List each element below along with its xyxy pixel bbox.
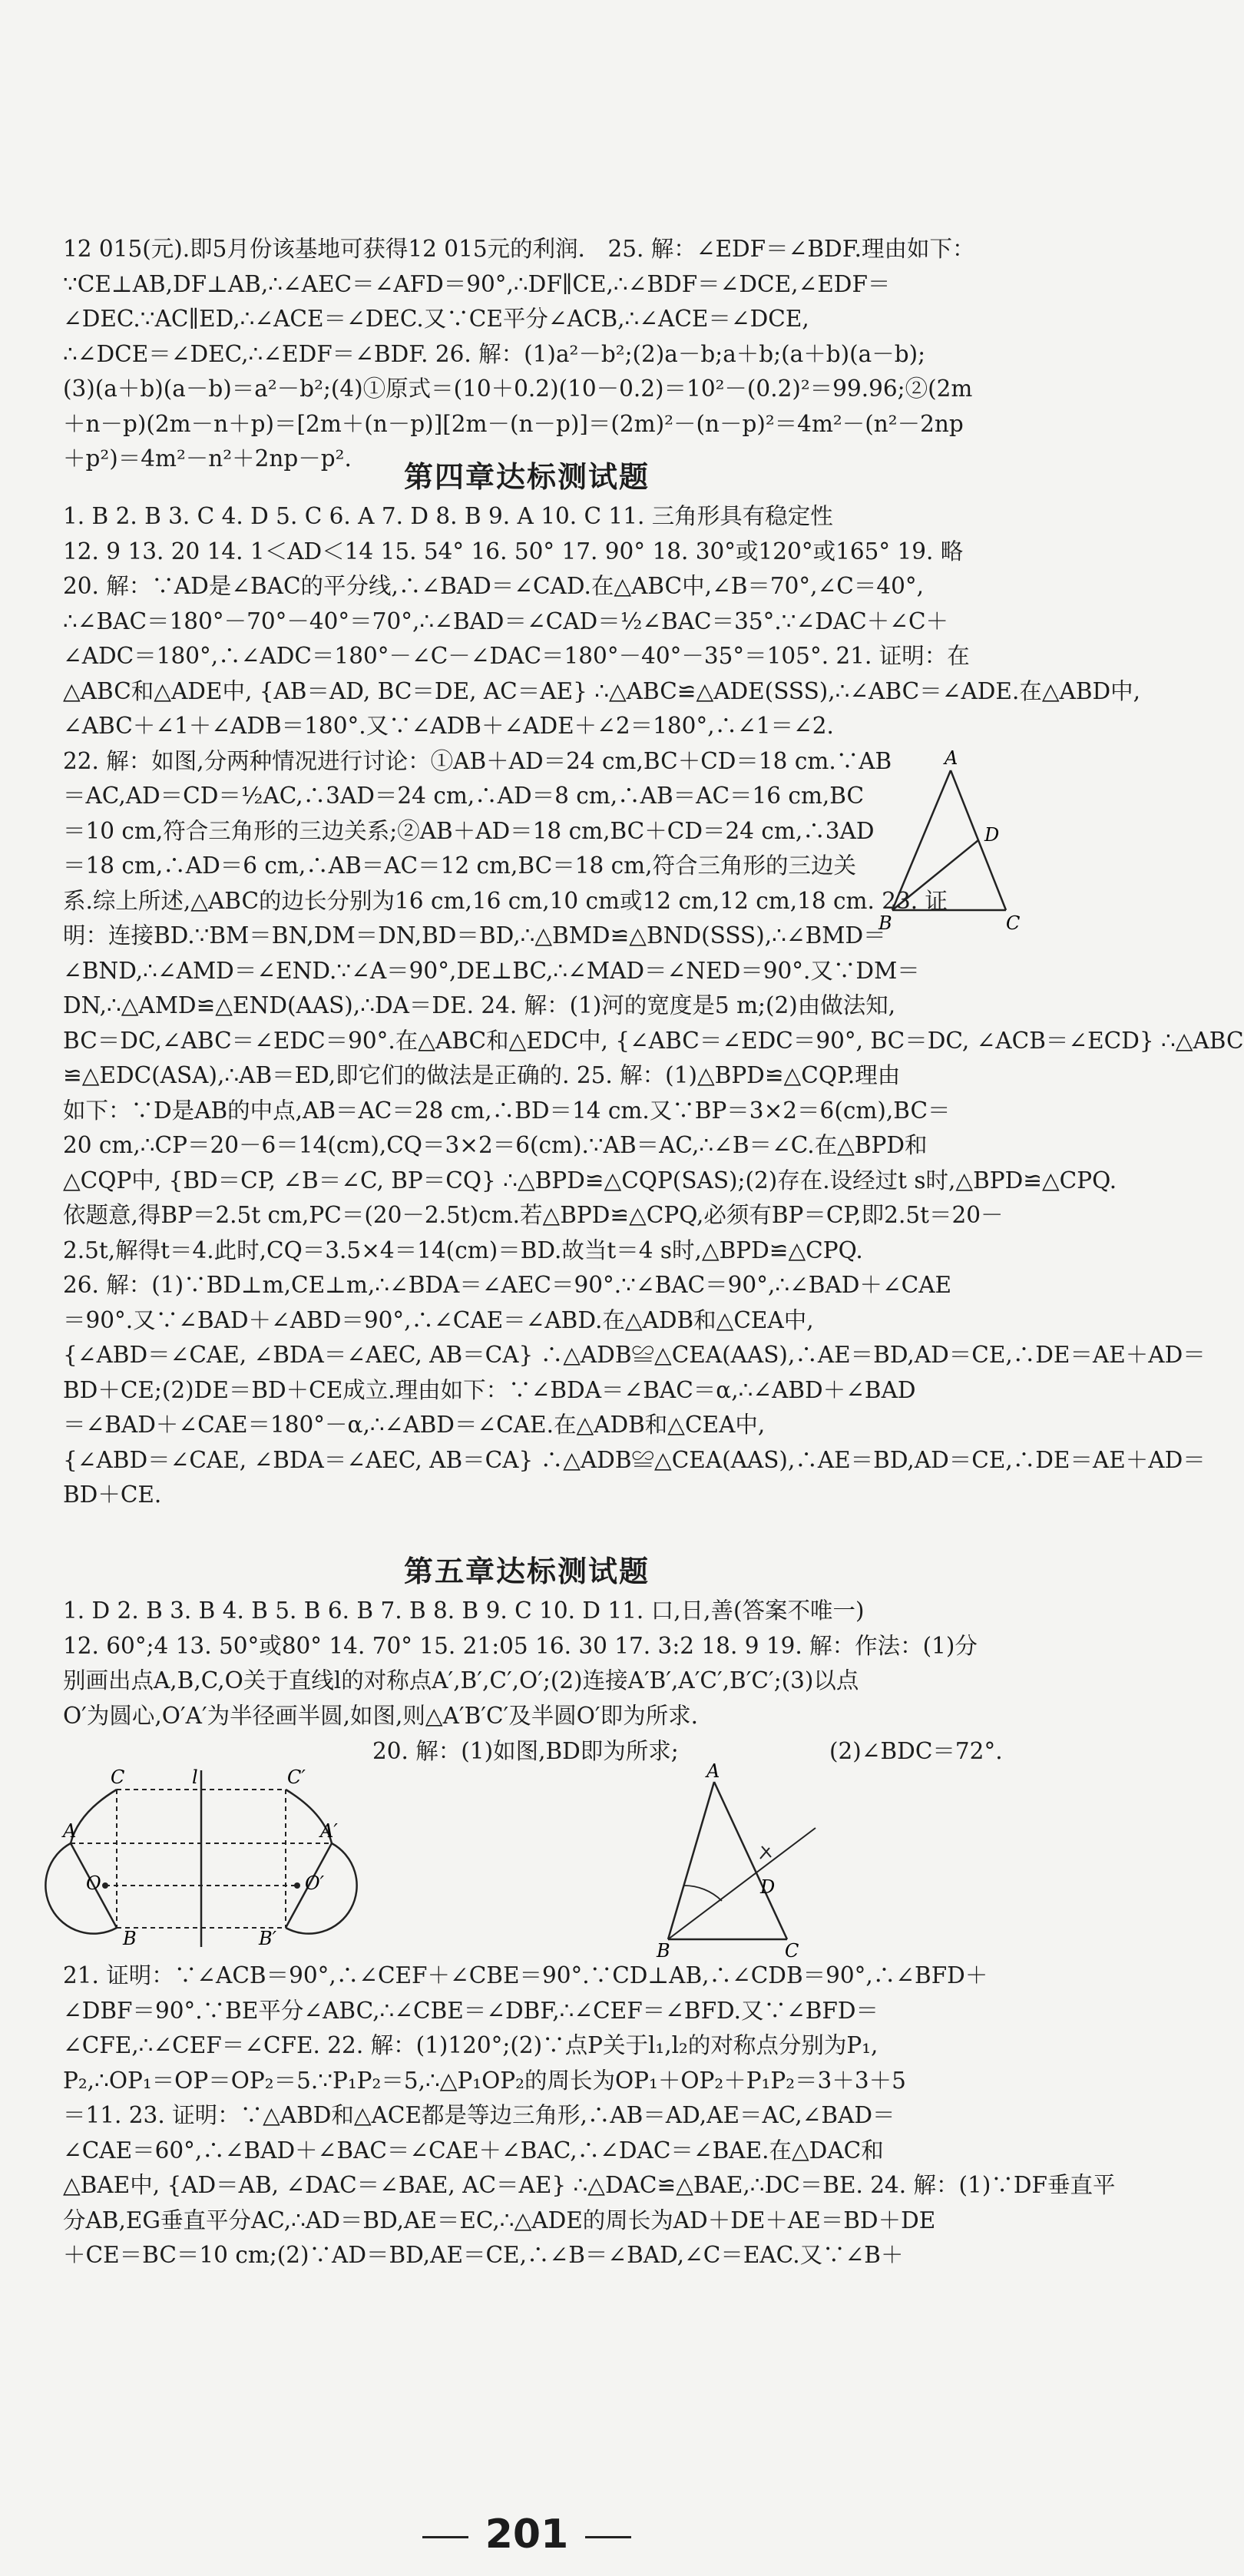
text-line: 1. B 2. B 3. C 4. D 5. C 6. A 7. D 8. B 9. A 10. C 11. 三角形具有稳定性 [63, 503, 833, 529]
text-line: ∴∠BAC＝180°－70°－40°＝70°,∴∠BAD＝∠CAD＝½∠BAC＝35°.∵∠DAC＋∠C＋ [63, 608, 949, 634]
text-line: ＝11. 23. 证明：∵△ABD和△ACE都是等边三角形,∴AB＝AD,AE＝AC,∠BAD＝ [63, 2102, 895, 2128]
text-line: 12. 9 13. 20 14. 1＜AD＜14 15. 54° 16. 50° 17. 90° 18. 30°或120°或165° 19. 略 [63, 538, 964, 565]
text-line: (3)(a＋b)(a－b)＝a²－b²;(4)①原式＝(10＋0.2)(10－0.2)＝10²－(0.2)²＝99.96;②(2m [63, 376, 973, 402]
text-line: 2.5t,解得t＝4.此时,CQ＝3.5×4＝14(cm)＝BD.故当t＝4 s时,△BPD≌△CPQ. [63, 1237, 863, 1263]
text-line: 别画出点A,B,C,O关于直线l的对称点A′,B′,C′,O′;(2)连接A′B′,A′C′,B′C′;(3)以点 [63, 1667, 859, 1694]
text-line: △ABC和△ADE中, {AB＝AD, BC＝DE, AC＝AE} ∴△ABC≌△ADE(SSS),∴∠ABC＝∠ADE.在△ABD中, [63, 677, 1141, 704]
text-line: ∠DEC.∵AC∥ED,∴∠ACE＝∠DEC.又∵CE平分∠ACB,∴∠ACE＝∠DCE, [63, 306, 809, 332]
text-line: ＝AC,AD＝CD＝½AC,∴3AD＝24 cm,∴AD＝8 cm,∴AB＝AC＝16 cm,BC [63, 783, 865, 809]
label-A: A [63, 1820, 77, 1842]
text-line: ＋CE＝BC＝10 cm;(2)∵AD＝BD,AE＝CE,∴∠B＝∠BAD,∠C＝EAC.又∵∠B＋ [63, 2242, 904, 2268]
text-line: △CQP中, {BD＝CP, ∠B＝∠C, BP＝CQ} ∴△BPD≌△CQP(SAS);(2)存在.设经过t s时,△BPD≌△CPQ. [63, 1167, 1117, 1194]
text-line: ∠CFE,∴∠CEF＝∠CFE. 22. 解：(1)120°;(2)∵点P关于l₁,l₂的对称点分别为P₁, [63, 2032, 878, 2058]
text-line: 依题意,得BP＝2.5t cm,PC＝(20－2.5t)cm.若△BPD≌△CPQ,必须有BP＝CP,即2.5t＝20－ [63, 1202, 1004, 1228]
q20-text-part2: (2)∠BDC＝72°. [829, 1738, 1003, 1764]
text-line: ≌△EDC(ASA),∴AB＝ED,即它们的做法是正确的. 25. 解：(1)△BPD≌△CQP.理由 [63, 1062, 901, 1088]
label-C: C [111, 1766, 125, 1788]
text-line: ∠ABC＋∠1＋∠ADB＝180°.又∵∠ADB＋∠ADE＋∠2＝180°,∴∠1＝∠2. [63, 713, 834, 739]
chapter4-answers [63, 499, 1244, 1513]
section-continuation [63, 232, 1000, 477]
label-B: B [123, 1928, 137, 1949]
text-line: ＝∠BAD＋∠CAE＝180°－α,∴∠ABD＝∠CAE.在△ADB和△CEA中, [63, 1412, 766, 1438]
text-line: {∠ABD＝∠CAE, ∠BDA＝∠AEC, AB＝CA} ∴△ADB≌△CEA(AAS),∴AE＝BD,AD＝CE,∴DE＝AE＋AD＝ [63, 1446, 1206, 1473]
label-A: A [706, 1760, 720, 1782]
text-line: BC＝DC,∠ABC＝∠EDC＝90°.在△ABC和△EDC中, {∠ABC＝∠EDC＝90°, BC＝DC, ∠ACB＝∠ECD} ∴△ABC [63, 1027, 1244, 1054]
text-line: DN,∴△AMD≌△END(AAS),∴DA＝DE. 24. 解：(1)河的宽度是5 m;(2)由做法知, [63, 992, 896, 1018]
text-line: 20 cm,∴CP＝20－6＝14(cm),CQ＝3×2＝6(cm).∵AB＝AC,∴∠B＝∠C.在△BPD和 [63, 1132, 928, 1158]
text-line: ＋n－p)(2m－n＋p)＝[2m＋(n－p)][2m－(n－p)]＝(2m)²－(n－p)²＝4m²－(n²－2np [63, 410, 964, 437]
text-line: 26. 解：(1)∵BD⊥m,CE⊥m,∴∠BDA＝∠AEC＝90°.∵∠BAC＝90°,∴∠BAD＋∠CAE [63, 1272, 952, 1298]
text-line: {∠ABD＝∠CAE, ∠BDA＝∠AEC, AB＝CA} ∴△ADB≌△CEA(AAS),∴AE＝BD,AD＝CE,∴DE＝AE＋AD＝ [63, 1342, 1206, 1368]
label-D: D [760, 1876, 776, 1898]
chapter5-answers [63, 1594, 1000, 1733]
label-B: B [657, 1940, 670, 1962]
label-D: D [984, 824, 1000, 846]
text-line: O′为圆心,O′A′为半径画半圆,如图,则△A′B′C′及半圆O′即为所求. [63, 1702, 698, 1729]
chapter4-heading: 第四章达标测试题 [403, 460, 650, 494]
label-C: C [1006, 912, 1021, 934]
text-line: ∵CE⊥AB,DF⊥AB,∴∠AEC＝∠AFD＝90°,∴DF∥CE,∴∠BDF＝∠DCE,∠EDF＝ [63, 270, 891, 297]
text-line: 21. 证明：∵∠ACB＝90°,∴∠CEF＋∠CBE＝90°.∵CD⊥AB,∴∠CDB＝90°,∴∠BFD＋ [63, 1962, 988, 1988]
text-line: ∴∠DCE＝∠DEC,∴∠EDF＝∠BDF. 26. 解：(1)a²－b²;(2)a－b;a＋b;(a＋b)(a－b); [63, 340, 926, 367]
label-C-prime: C′ [287, 1766, 306, 1788]
q20-text: 20. 解：(1)如图,BD即为所求; [372, 1738, 679, 1764]
page-number-text: 201 [485, 2511, 569, 2558]
text-line: ＝90°.又∵∠BAD＋∠ABD＝90°,∴∠CAE＝∠ABD.在△ADB和△CEA中, [63, 1306, 814, 1333]
label-A: A [945, 747, 958, 769]
triangle-figure-q22 [875, 749, 1029, 941]
text-line: BD＋CE. [63, 1482, 162, 1508]
text-line: 分AB,EG垂直平分AC,∴AD＝BD,AE＝EC,∴△ADE的周长为AD＋DE＋AE＝BD＋DE [63, 2207, 936, 2233]
text-line: 22. 解：如图,分两种情况进行讨论：①AB＋AD＝24 cm,BC＋CD＝18 cm.∵AB [63, 747, 892, 774]
label-O-prime: O′ [305, 1872, 325, 1894]
page-number [0, 2511, 1054, 2558]
label-l: l [192, 1766, 198, 1788]
text-line: BD＋CE;(2)DE＝BD＋CE成立.理由如下：∵∠BDA＝∠BAC＝α,∴∠ABD＋∠BAD [63, 1376, 916, 1403]
label-C: C [785, 1940, 799, 1962]
text-line: 明：连接BD.∵BM＝BN,DM＝DN,BD＝BD,∴△BMD≌△BND(SSS),∴∠BMD＝ [63, 922, 886, 949]
text-line: 如下：∵D是AB的中点,AB＝AC＝28 cm,∴BD＝14 cm.又∵BP＝3×2＝6(cm),BC＝ [63, 1097, 951, 1124]
text-line: ＝10 cm,符合三角形的三边关系;②AB＋AD＝18 cm,BC＋CD＝24 cm,∴3AD [63, 817, 875, 844]
text-line: ∠DBF＝90°.∵BE平分∠ABC,∴∠CBE＝∠DBF,∴∠CEF＝∠BFD.又∵∠BFD＝ [63, 1997, 879, 2024]
label-B-prime: B′ [259, 1928, 277, 1949]
text-line: 1. D 2. B 3. B 4. B 5. B 6. B 7. B 8. B 9. C 10. D 11. 口,日,善(答案不唯一) [63, 1598, 865, 1624]
text-line: ＋p²)＝4m²－n²＋2np－p². [63, 445, 352, 472]
label-A-prime: A′ [320, 1820, 338, 1842]
text-line: 12 015(元).即5月份该基地可获得12 015元的利润． 25. 解：∠EDF＝∠BDF.理由如下： [63, 236, 975, 262]
text-line: 20. 解：∵AD是∠BAC的平分线,∴∠BAD＝∠CAD.在△ABC中,∠B＝70°,∠C＝40°, [63, 573, 925, 599]
text-line: 12. 60°;4 13. 50°或80° 14. 70° 15. 21:05 16. 30 17. 3:2 18. 9 19. 解：作法：(1)分 [63, 1632, 978, 1659]
bisector-figure-q20 [653, 1760, 837, 1962]
text-line: ∠BND,∴∠AMD＝∠END.∵∠A＝90°,DE⊥BC,∴∠MAD＝∠NED＝90°.又∵DM＝ [63, 957, 920, 984]
text-line: ＝18 cm,∴AD＝6 cm,∴AB＝AC＝12 cm,BC＝18 cm,符合三角形的三边关 [63, 853, 856, 879]
text-line: ∠CAE＝60°,∴∠BAD＋∠BAC＝∠CAE＋∠BAC,∴∠DAC＝∠BAE.在△DAC和 [63, 2137, 884, 2164]
label-O: O [86, 1872, 101, 1894]
chapter5-answers-continued [63, 1958, 1116, 2273]
chapter5-heading: 第五章达标测试题 [403, 1555, 650, 1588]
text-line: 系.综上所述,△ABC的边长分别为16 cm,16 cm,10 cm或12 cm,12 cm,18 cm. 23. 证 [63, 887, 948, 914]
label-B: B [878, 912, 892, 934]
text-line: P₂,∴OP₁＝OP＝OP₂＝5.∵P₁P₂＝5,∴△P₁OP₂的周长为OP₁＋OP₂＋P₁P₂＝3＋3＋5 [63, 2067, 906, 2094]
symmetry-figure-q19 [63, 1766, 339, 1951]
text-line: △BAE中, {AD＝AB, ∠DAC＝∠BAE, AC＝AE} ∴△DAC≌△BAE,∴DC＝BE. 24. 解：(1)∵DF垂直平 [63, 2172, 1116, 2198]
text-line: ∠ADC＝180°,∴∠ADC＝180°－∠C－∠DAC＝180°－40°－35°＝105°. 21. 证明：在 [63, 643, 970, 669]
